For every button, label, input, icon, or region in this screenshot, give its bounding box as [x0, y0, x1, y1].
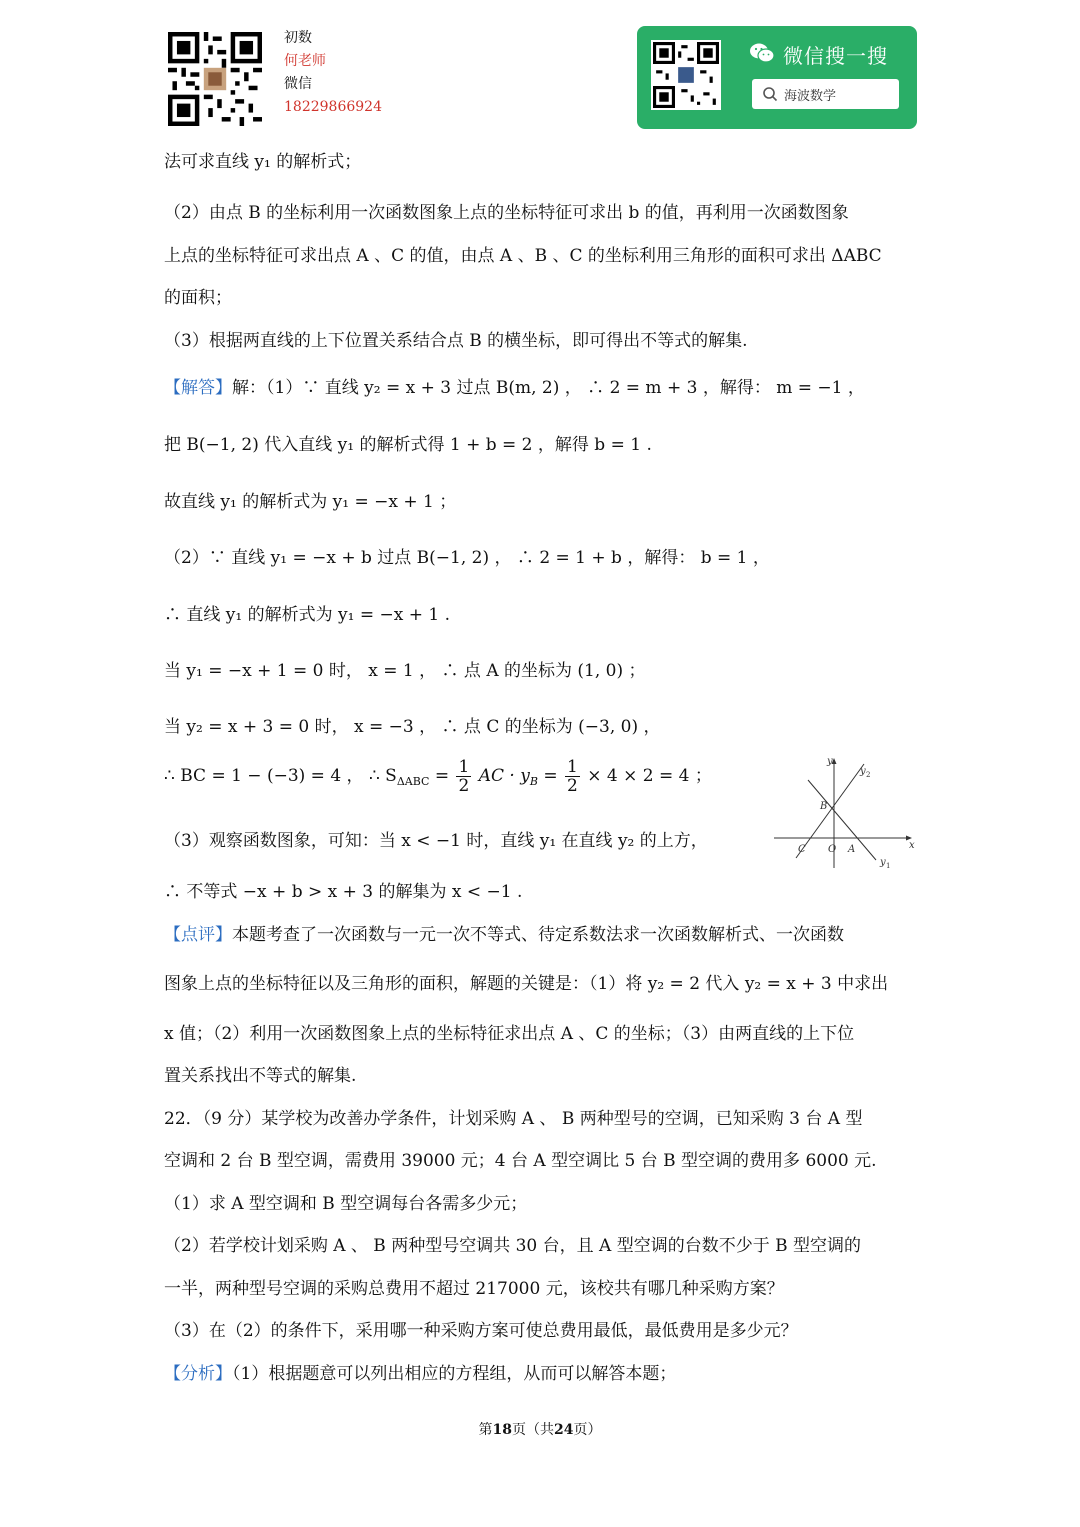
- footer-page-number: 18: [492, 1422, 512, 1438]
- footer-total-pages: 24: [554, 1422, 574, 1438]
- graph-label-A: A: [848, 844, 856, 855]
- page-footer: [0, 1419, 1080, 1439]
- function-graph: [772, 752, 918, 870]
- body-line: （3）根据两直线的上下位置关系结合点 B 的横坐标，即可得出不等式的解集.: [164, 331, 748, 351]
- wechat-search-banner[interactable]: [637, 26, 917, 129]
- body-line: （2）由点 B 的坐标利用一次函数图象上点的坐标特征可求出 b 的值，再利用一次函数图象: [164, 203, 849, 223]
- body-line: 把 B(−1, 2) 代入直线 y₁ 的解析式得 1 + b = 2 ，解得 b = 1 .: [164, 435, 652, 455]
- body-line: 图象上点的坐标特征以及三角形的面积，解题的关键是：（1）将 y₂ = 2 代入 y₂ = x + 3 中求出: [164, 974, 889, 994]
- graph-label-y1: y: [880, 857, 886, 868]
- graph-label-y: y: [827, 756, 833, 767]
- body-line: 解：（1）∵ 直线 y₂ = x + 3 过点 B(m, 2) ， ∴ 2 = m + 3 ，解得： m = −1 ，: [232, 378, 865, 398]
- comment-tag: 【点评】: [164, 925, 232, 945]
- answer-line: [164, 373, 865, 398]
- qr-code-image: [168, 32, 262, 126]
- analysis-tag: 【分析】: [164, 1364, 232, 1384]
- body-line: 当 y₂ = x + 3 = 0 时， x = −3 ， ∴ 点 C 的坐标为 (−3, 0) ，: [164, 717, 661, 737]
- body-line: x 值；（2）利用一次函数图象上点的坐标特征求出点 A 、C 的坐标；（3）由两直线的上下位: [164, 1024, 855, 1044]
- body-line: 空调和 2 台 B 型空调，需费用 39000 元；4 台 A 型空调比 5 台 B 型空调的费用多 6000 元.: [164, 1151, 877, 1171]
- graph-label-y2: y: [860, 766, 866, 777]
- graph-label-y2-sub: 2: [866, 771, 871, 779]
- contact-info: [284, 27, 382, 119]
- line-y1: [808, 780, 876, 860]
- graph-label-y1-sub: 1: [886, 862, 891, 870]
- answer-tag: 【解答】: [164, 378, 232, 398]
- formula-tail: × 4 × 2 = 4 ；: [587, 766, 712, 786]
- body-line: ∴ 不等式 −x + b > x + 3 的解集为 x < −1 .: [164, 882, 523, 902]
- formula-mid: AC · y: [478, 766, 530, 786]
- body-line: （2）若学校计划采购 A 、 B 两种型号空调共 30 台，且 A 型空调的台数不少于 B 型空调的: [164, 1236, 862, 1256]
- graph-label-C: C: [798, 844, 806, 855]
- body-line: 故直线 y₁ 的解析式为 y₁ = −x + 1 ；: [164, 492, 457, 512]
- footer-prefix: 第: [478, 1422, 493, 1438]
- body-line: （3）在（2）的条件下，采用哪一种采购方案可使总费用最低，最低费用是多少元？: [164, 1321, 798, 1341]
- body-line: 置关系找出不等式的解集.: [164, 1066, 357, 1086]
- body-line: 法可求直线 y₁ 的解析式；: [164, 152, 362, 172]
- body-line: 的面积；: [164, 288, 232, 308]
- fraction-half: $\frac{1}{2}$: [458, 757, 470, 796]
- fraction-half: $\frac{1}{2}$: [566, 757, 578, 796]
- area-formula-line: [164, 758, 712, 795]
- graph-label-B: B: [820, 801, 828, 812]
- body-line: ∴ BC = 1 − (−3) = 4 ， ∴ S: [164, 766, 397, 786]
- formula-eq: =: [434, 766, 450, 786]
- body-line: （1）求 A 型空调和 B 型空调每台各需多少元；: [164, 1194, 528, 1214]
- wechat-search-query: 海波数学: [784, 89, 837, 104]
- wechat-search-box[interactable]: [752, 79, 899, 109]
- body-line: 22．（9 分）某学校为改善办学条件，计划采购 A 、 B 两种型号的空调，已知采购 3 台 A 型: [164, 1109, 863, 1129]
- body-line: （2）∵ 直线 y₁ = −x + b 过点 B(−1, 2) ， ∴ 2 = 1 + b ，解得： b = 1 ，: [164, 548, 770, 568]
- comment-line: [164, 920, 844, 945]
- body-line: 当 y₁ = −x + 1 = 0 时， x = 1 ， ∴ 点 A 的坐标为 (1, 0) ；: [164, 661, 646, 681]
- formula-eq: =: [543, 766, 558, 786]
- body-line: （3）观察函数图象，可知：当 x < −1 时，直线 y₁ 在直线 y₂ 的上方，: [164, 831, 708, 851]
- body-line: ∴ 直线 y₁ 的解析式为 y₁ = −x + 1 .: [164, 605, 451, 625]
- contact-line-phone: 18229866924: [284, 99, 382, 115]
- wechat-qr-code-image: [651, 40, 721, 110]
- body-line: （1）根据题意可以列出相应的方程组，从而可以解答本题；: [232, 1364, 677, 1384]
- area-subscript: ΔABC: [396, 775, 430, 788]
- body-line: 上点的坐标特征可求出点 A 、C 的值，由点 A 、B 、C 的坐标利用三角形的面积可求出 ΔABC: [164, 246, 882, 266]
- wechat-logo-icon: [749, 42, 775, 64]
- wechat-search-title: 微信搜一搜: [783, 44, 888, 68]
- contact-line-subject: 初数: [284, 30, 312, 46]
- formula-mid-sub: B: [529, 775, 538, 788]
- footer-suffix: 页）: [573, 1422, 602, 1438]
- search-icon: [762, 86, 778, 102]
- footer-mid: 页（共: [512, 1422, 554, 1438]
- contact-line-wechat-label: 微信: [284, 76, 312, 92]
- graph-label-O: O: [828, 844, 837, 855]
- analysis-line: [164, 1359, 676, 1384]
- body-line: 一半，两种型号空调的采购总费用不超过 217000 元，该校共有哪几种采购方案？: [164, 1279, 784, 1299]
- contact-line-teacher: 何老师: [284, 53, 326, 69]
- body-line: 本题考查了一次函数与一元一次不等式、待定系数法求一次函数解析式、一次函数: [232, 925, 844, 945]
- graph-label-x: x: [909, 840, 915, 851]
